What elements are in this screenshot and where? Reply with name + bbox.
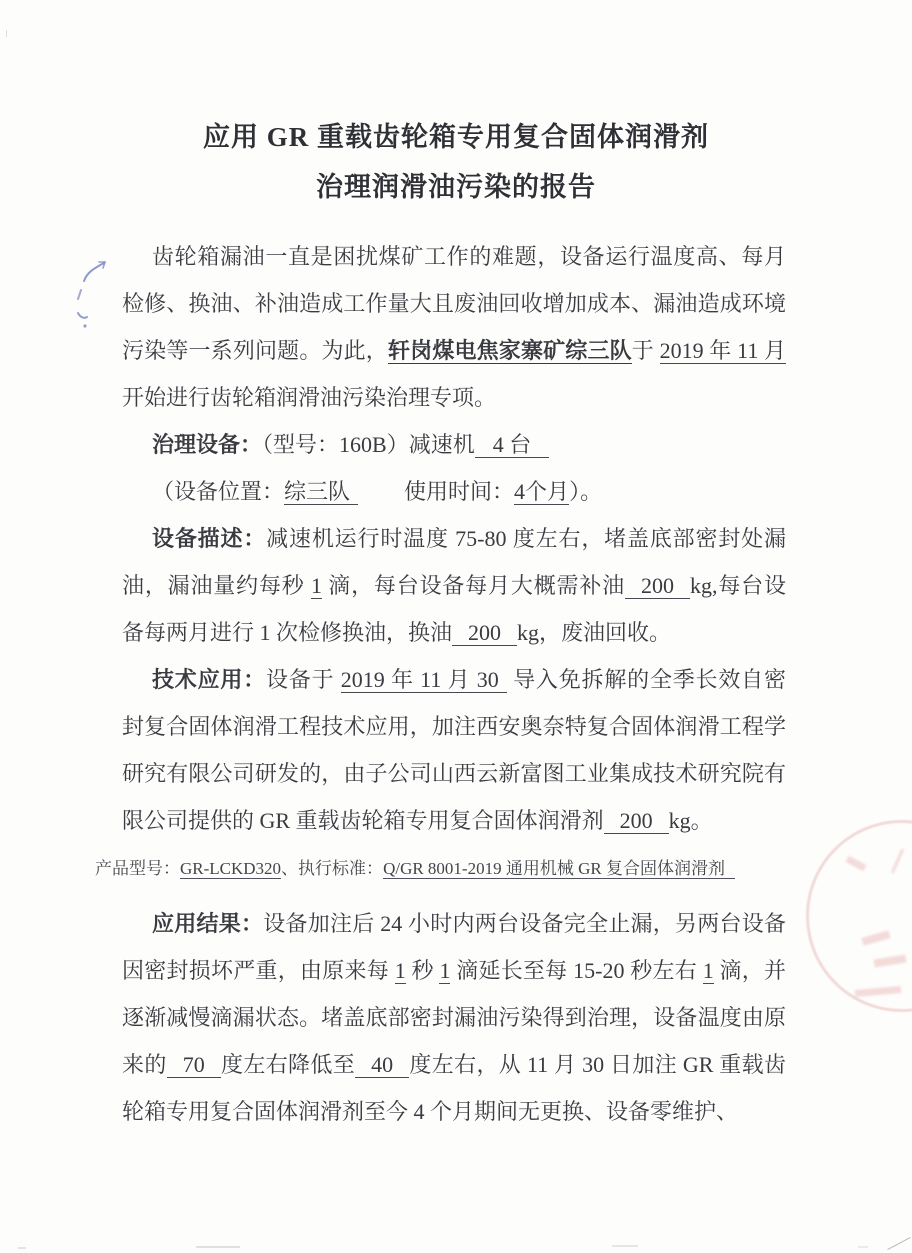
equipment-label: 治理设备： [152, 432, 263, 457]
result-t1: 设备加注后 24 小时内两台设备完全止漏，另两台设备因密封损坏严重，由原来每 [122, 911, 786, 983]
description-t4: kg，废油回收。 [517, 620, 672, 645]
temp-before-fill: 70 [167, 1052, 221, 1078]
start-date: 2019 年 11 月 [659, 338, 786, 363]
result-t5: 度左右降低至 [220, 1052, 356, 1077]
paragraph-intro [122, 233, 786, 421]
temp-after-fill: 40 [355, 1052, 409, 1078]
lubricant-amount-fill: 200 [604, 808, 669, 834]
apply-date-fill: 2019 年 11 月 30 [341, 667, 507, 693]
paragraph-description [122, 515, 786, 656]
result-t4: 滴，并逐渐减慢滴漏状态。堵盖底部密封漏油污染得到治理，设备温度由原来的 [122, 958, 786, 1077]
paragraph-technology [122, 656, 786, 844]
drip-rate-fill: 1 [310, 573, 322, 598]
paragraph-product [95, 848, 786, 890]
product-label: 产品型号： [95, 859, 180, 878]
scan-smudge [196, 1246, 240, 1248]
paragraph-result [122, 900, 786, 1135]
result-u1: 1 [394, 958, 406, 983]
description-t2: 滴，每台设备每月大概需补油 [321, 573, 625, 598]
technology-t2: 导入免拆解的全季长效自密封复合固体润滑工程技术应用，加注西安奥奈特复合固体润滑工程学研究有限公司研发的，由子公司山西云新富图工业集成技术研究院有限公司提供的 GR 重载齿轮箱专用复合固体润滑剂 [122, 667, 786, 833]
product-standard: Q/GR 8001-2019 通用机械 GR 复合固体润滑剂 [383, 859, 735, 879]
technology-t3: kg。 [668, 808, 713, 833]
technology-t1: 设备于 [266, 667, 341, 692]
equipment-text: （型号：160B）减速机 [262, 432, 475, 457]
pen-squiggle-mark [68, 258, 110, 334]
scan-smudge [612, 1245, 638, 1247]
usage-time-fill: 4个月 [514, 479, 570, 504]
report-title [0, 112, 912, 212]
scan-smudge [858, 1246, 868, 1248]
title-line-2: 治理润滑油污染的报告 [316, 172, 596, 202]
result-t3: 滴延长至每 15-20 秒左右 [450, 958, 703, 983]
oil-change-fill: 200 [452, 620, 517, 646]
result-label: 应用结果： [152, 911, 264, 936]
result-t2: 秒 [405, 958, 440, 983]
description-label: 设备描述： [152, 526, 267, 551]
technology-label: 技术应用： [152, 667, 267, 692]
scan-smudge [18, 1247, 26, 1249]
refill-amount-fill: 200 [625, 573, 690, 599]
location-open: （设备位置： [152, 479, 285, 504]
location-fill: 综三队 [284, 479, 358, 505]
intro-mid: 于 [631, 338, 660, 363]
red-stamp-circle [806, 820, 912, 1012]
product-mid: 、执行标准： [281, 859, 384, 878]
equipment-count-fill: 4 台 [475, 432, 550, 458]
result-u2: 1 [439, 958, 451, 983]
org-name: 轩岗煤电焦家寨矿综三队 [387, 338, 632, 363]
product-model: GR-LCKD320 [180, 859, 282, 878]
scan-smudge [6, 30, 10, 37]
description-t3: kg,每台设备每两月进行 1 次检修换油，换油 [122, 573, 786, 645]
paragraph-location [122, 468, 786, 515]
location-close: ）。 [569, 479, 603, 504]
report-body [95, 233, 786, 1135]
intro-tail: 开始进行齿轮箱润滑油污染治理专项。 [122, 385, 497, 410]
result-u3: 1 [702, 958, 714, 983]
description-t1: 减速机运行时温度 75-80 度左右，堵盖底部密封处漏油，漏油量约每秒 [122, 526, 786, 598]
usage-time-label: 使用时间： [404, 479, 515, 504]
paragraph-equipment [122, 421, 786, 468]
scan-corner-tick [887, 1237, 910, 1250]
result-t6: 度左右，从 11 月 30 日加注 GR 重载齿轮箱专用复合固体润滑剂至今 4 个月期间无更换、设备零维护、 [122, 1052, 786, 1124]
intro-lead: 齿轮箱漏油一直是困扰煤矿工作的难题，设备运行温度高、每月检修、换油、补油造成工作量大且废油回收增加成本、漏油造成环境污染等一系列问题。为此， [122, 244, 786, 363]
title-line-1: 应用 GR 重载齿轮箱专用复合固体润滑剂 [203, 122, 709, 152]
